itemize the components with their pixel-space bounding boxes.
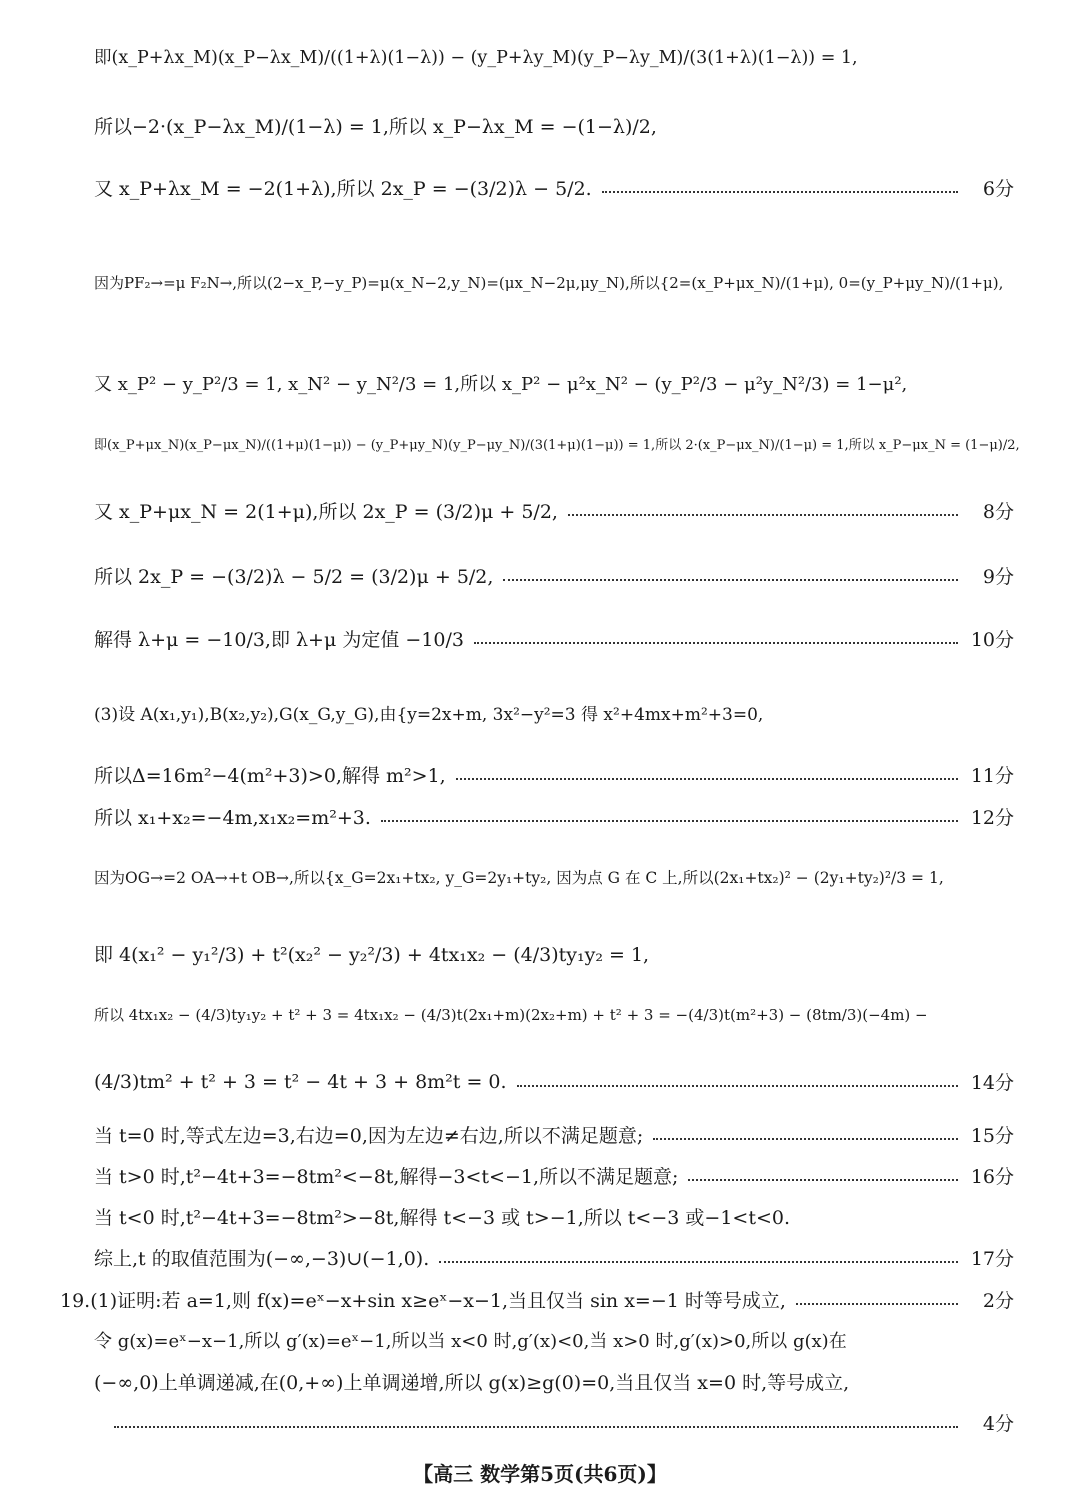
line-text: 当 t<0 时,t²−4t+3=−8tm²>−8t,解得 t<−3 或 t>−1,所以 t<−3 或−1<t<0. — [94, 1207, 791, 1229]
dotted-leader — [688, 1179, 958, 1181]
line-7 — [94, 497, 1014, 524]
line-24 — [104, 1409, 1014, 1436]
dotted-leader — [456, 778, 958, 780]
line-3 — [94, 174, 1014, 201]
line-text: 所以Δ=16m²−4(m²+3)>0,解得 m²>1, — [94, 765, 446, 787]
dotted-leader — [381, 820, 958, 822]
dotted-leader — [114, 1426, 958, 1428]
line-text: (−∞,0)上单调递减,在(0,+∞)上单调递增,所以 g(x)≥g(0)=0,当且仅当 x=0 时,等号成立, — [94, 1372, 850, 1394]
line-text: 所以 4tx₁x₂ − (4/3)ty₁y₂ + t² + 3 = 4tx₁x₂ − (4/3)t(2x₁+m)(2x₂+m) + t² + 3 = −(4/3)t(m²+3) − (8tm/3)(−4m) − — [94, 1006, 928, 1024]
score-label: 4分 — [982, 1413, 1014, 1435]
dotted-leader — [653, 1138, 958, 1140]
line-text: 又 x_P+μx_N = 2(1+μ),所以 2x_P = (3/2)μ + 5/2, — [94, 501, 558, 523]
line-14 — [94, 940, 1014, 967]
line-8 — [94, 562, 1014, 589]
dotted-leader — [474, 642, 958, 644]
score-label: 16分 — [970, 1166, 1014, 1188]
line-15 — [94, 1004, 1014, 1025]
line-12 — [94, 803, 1014, 830]
page-footer: 【高三 数学第5页(共6页)】 — [413, 1462, 667, 1486]
line-16 — [94, 1068, 1014, 1095]
dotted-leader — [439, 1261, 958, 1263]
line-10 — [94, 700, 1014, 725]
line-19 — [94, 1203, 1014, 1230]
score-label: 8分 — [982, 501, 1014, 523]
line-11 — [94, 761, 1014, 788]
line-22 — [94, 1327, 1014, 1353]
line-2 — [94, 112, 1014, 139]
score-label: 2分 — [982, 1290, 1014, 1312]
line-text: 即 4(x₁² − y₁²/3) + t²(x₂² − y₂²/3) + 4tx₁x₂ − (4/3)ty₁y₂ = 1, — [94, 944, 650, 966]
line-6 — [94, 434, 1020, 453]
score-label: 11分 — [970, 765, 1014, 787]
line-5 — [94, 370, 1014, 396]
dotted-leader — [503, 579, 958, 581]
line-text: 即(x_P+μx_N)(x_P−μx_N)/((1+μ)(1−μ)) − (y_P+μy_N)(y_P−μy_N)/(3(1+μ)(1−μ)) = 1,所以 2·(x_P−μx_N)/(1−μ) = 1,所以 x_P−μx_N = (1−μ)/2, — [94, 438, 1020, 453]
line-text: 所以 x₁+x₂=−4m,x₁x₂=m²+3. — [94, 807, 371, 829]
score-label: 9分 — [982, 566, 1014, 588]
dotted-leader — [796, 1303, 958, 1305]
line-21 — [60, 1286, 1014, 1313]
score-label: 17分 — [970, 1248, 1014, 1270]
score-label: 15分 — [970, 1125, 1014, 1147]
line-text: 当 t>0 时,t²−4t+3=−8tm²<−8t,解得−3<t<−1,所以不满足题意; — [94, 1166, 679, 1188]
dotted-leader — [568, 514, 958, 516]
score-label: 12分 — [970, 807, 1014, 829]
line-13 — [94, 866, 1014, 888]
line-text: 因为OG→=2 OA→+t OB→,所以{x_G=2x₁+tx₂, y_G=2y₁+ty₂, 因为点 G 在 C 上,所以(2x₁+tx₂)² − (2y₁+ty₂)²/3 = 1, — [94, 869, 944, 887]
line-text: 解得 λ+μ = −10/3,即 λ+μ 为定值 −10/3 — [94, 629, 464, 651]
line-text: (3)设 A(x₁,y₁),B(x₂,y₂),G(x_G,y_G),由{y=2x+m, 3x²−y²=3 得 x²+4mx+m²+3=0, — [94, 705, 764, 725]
line-text: 即(x_P+λx_M)(x_P−λx_M)/((1+λ)(1−λ)) − (y_P+λy_M)(y_P−λy_M)/(3(1+λ)(1−λ)) = 1, — [94, 48, 858, 68]
dotted-leader — [602, 191, 958, 193]
score-label: 6分 — [982, 178, 1014, 200]
line-text: 所以−2·(x_P−λx_M)/(1−λ) = 1,所以 x_P−λx_M = −(1−λ)/2, — [94, 116, 657, 138]
line-text: 因为PF₂→=μ F₂N→,所以(2−x_P,−y_P)=μ(x_N−2,y_N)=(μx_N−2μ,μy_N),所以{2=(x_P+μx_N)/(1+μ), 0=(y_P+μy_N)/(1+μ), — [94, 274, 1004, 292]
line-17 — [94, 1121, 1014, 1148]
line-text: 令 g(x)=eˣ−x−1,所以 g′(x)=eˣ−1,所以当 x<0 时,g′(x)<0,当 x>0 时,g′(x)>0,所以 g(x)在 — [94, 1331, 847, 1352]
line-text: (4/3)tm² + t² + 3 = t² − 4t + 3 + 8m²t = 0. — [94, 1070, 507, 1093]
line-9 — [94, 625, 1014, 652]
line-text: 综上,t 的取值范围为(−∞,−3)∪(−1,0). — [94, 1248, 430, 1270]
score-label: 14分 — [970, 1072, 1014, 1094]
line-text: 19.(1)证明:若 a=1,则 f(x)=eˣ−x+sin x≥eˣ−x−1,当且仅当 sin x=−1 时等号成立, — [60, 1290, 786, 1312]
line-1 — [94, 44, 1014, 69]
line-text: 又 x_P+λx_M = −2(1+λ),所以 2x_P = −(3/2)λ − 5/2. — [94, 178, 592, 200]
score-label: 10分 — [970, 629, 1014, 651]
line-23 — [94, 1368, 1014, 1395]
line-4 — [94, 272, 1014, 293]
line-text: 又 x_P² − y_P²/3 = 1, x_N² − y_N²/3 = 1,所以 x_P² − μ²x_N² − (y_P²/3 − μ²y_N²/3) = 1−μ², — [94, 374, 908, 395]
line-18 — [94, 1162, 1014, 1189]
line-text: 当 t=0 时,等式左边=3,右边=0,因为左边≠右边,所以不满足题意; — [94, 1125, 644, 1147]
line-text: 所以 2x_P = −(3/2)λ − 5/2 = (3/2)μ + 5/2, — [94, 566, 494, 588]
dotted-leader — [517, 1085, 958, 1087]
line-20 — [94, 1244, 1014, 1271]
